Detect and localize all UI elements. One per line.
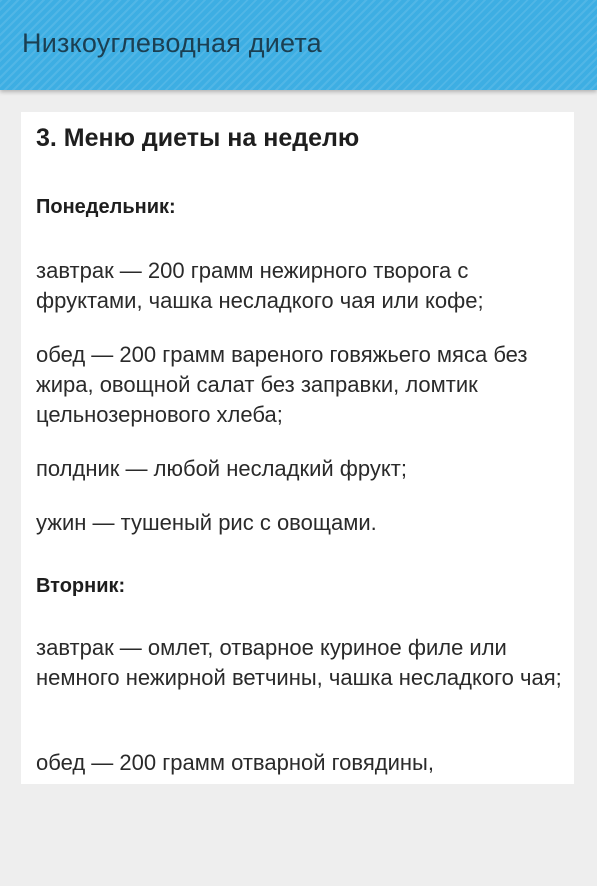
- meal-monday-dinner: ужин — тушеный рис с овощами.: [36, 510, 377, 535]
- meal-tuesday-breakfast: завтрак — омлет, отварное куриное филе или немного нежирной ветчины, чашка несладкого чая;: [36, 635, 562, 690]
- day-heading-tuesday: Вторник:: [36, 575, 126, 597]
- article-card[interactable]: [21, 112, 574, 784]
- app-bar: [0, 0, 597, 90]
- day-heading-monday: Понедельник:: [36, 196, 176, 218]
- meal-monday-snack: полдник — любой несладкий фрукт;: [36, 456, 407, 481]
- app-title: Низкоуглеводная диета: [22, 28, 322, 58]
- section-title: 3. Меню диеты на неделю: [36, 124, 360, 152]
- meal-tuesday-lunch: обед — 200 грамм отварной говядины,: [36, 750, 434, 775]
- meal-monday-lunch: обед — 200 грамм вареного говяжьего мяса без жира, овощной салат без заправки, ломтик цельнозернового хлеба;: [36, 342, 528, 427]
- meal-monday-breakfast: завтрак — 200 грамм нежирного творога с фруктами, чашка несладкого чая или кофе;: [36, 258, 484, 313]
